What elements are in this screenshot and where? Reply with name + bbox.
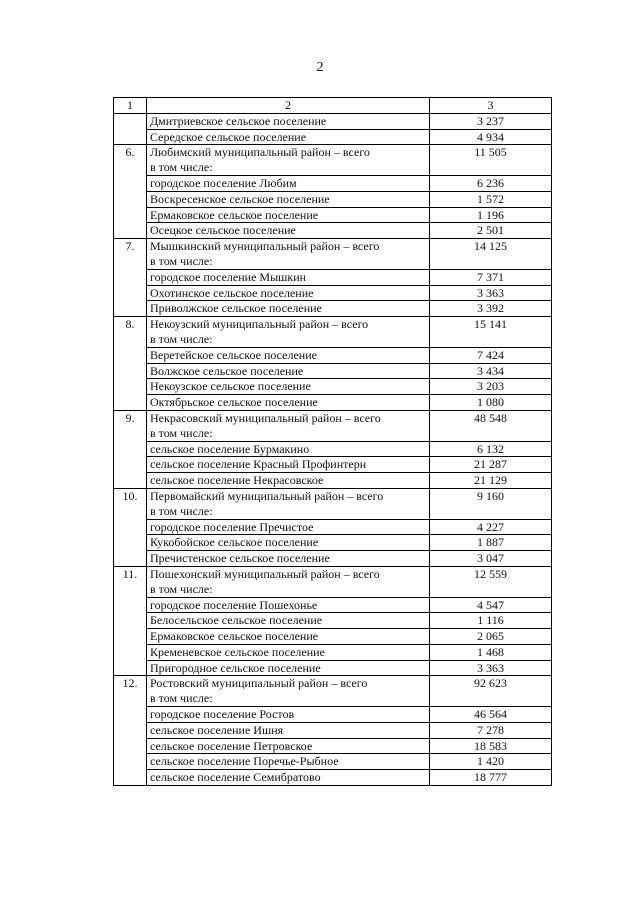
table-row bbox=[114, 597, 552, 613]
settlement-name: сельское поселение Семибратово bbox=[147, 770, 430, 786]
population-value: 3 434 bbox=[430, 363, 552, 379]
population-value: 3 363 bbox=[430, 285, 552, 301]
settlement-name: Середское сельское поселение bbox=[147, 129, 430, 145]
district-name-cell bbox=[147, 410, 430, 441]
population-value: 6 132 bbox=[430, 441, 552, 457]
district-name-cell bbox=[147, 566, 430, 597]
row-number: 6. bbox=[114, 145, 147, 239]
settlement-name: Приволжское сельское поселение bbox=[147, 301, 430, 317]
district-total: 48 548 bbox=[430, 410, 552, 441]
district-total: 11 505 bbox=[430, 145, 552, 176]
table-body bbox=[114, 98, 552, 786]
population-value: 7 278 bbox=[430, 722, 552, 738]
settlement-name: Веретейское сельское поселение bbox=[147, 347, 430, 363]
table-row bbox=[114, 379, 552, 395]
row-number: 8. bbox=[114, 317, 147, 411]
settlement-name: Кукобойское сельское поселение bbox=[147, 535, 430, 551]
population-value: 3 237 bbox=[430, 113, 552, 129]
settlement-name: Дмитриевское сельское поселение bbox=[147, 113, 430, 129]
settlement-name: городское поселение Пошехонье bbox=[147, 597, 430, 613]
settlement-name: Воскресенское сельское поселение bbox=[147, 191, 430, 207]
table-row bbox=[114, 629, 552, 645]
table-row bbox=[114, 129, 552, 145]
table-row bbox=[114, 223, 552, 239]
population-value: 3 392 bbox=[430, 301, 552, 317]
district-subtitle: в том числе: bbox=[150, 425, 213, 440]
settlement-name: Ермаковское сельское поселение bbox=[147, 207, 430, 223]
settlement-name: городское поселение Ростов bbox=[147, 707, 430, 723]
population-value: 4 547 bbox=[430, 597, 552, 613]
population-value: 18 583 bbox=[430, 738, 552, 754]
population-value: 2 501 bbox=[430, 223, 552, 239]
table-row bbox=[114, 457, 552, 473]
table-row bbox=[114, 722, 552, 738]
district-total: 12 559 bbox=[430, 566, 552, 597]
population-value: 1 572 bbox=[430, 191, 552, 207]
district-title: Мышкинский муниципальный район – всего bbox=[150, 239, 380, 254]
table-row bbox=[114, 207, 552, 223]
district-subtitle: в том числе: bbox=[150, 160, 213, 175]
population-value: 7 424 bbox=[430, 347, 552, 363]
district-subtitle: в том числе: bbox=[150, 581, 213, 596]
settlement-name: городское поселение Мышкин bbox=[147, 269, 430, 285]
settlement-name: сельское поселение Красный Профинтерн bbox=[147, 457, 430, 473]
settlement-name: Некоузское сельское поселение bbox=[147, 379, 430, 395]
table-row bbox=[114, 770, 552, 786]
district-title: Ростовский муниципальный район – всего bbox=[150, 676, 368, 691]
settlement-name: сельское поселение Бурмакино bbox=[147, 441, 430, 457]
district-title: Первомайский муниципальный район – всего bbox=[150, 488, 384, 503]
table-row bbox=[114, 754, 552, 770]
table-row bbox=[114, 660, 552, 676]
table-row bbox=[114, 441, 552, 457]
table-row bbox=[114, 301, 552, 317]
population-value: 6 236 bbox=[430, 175, 552, 191]
district-row bbox=[114, 239, 552, 270]
row-number: 9. bbox=[114, 410, 147, 488]
population-value: 4 934 bbox=[430, 129, 552, 145]
settlement-name: городское поселение Пречистое bbox=[147, 519, 430, 535]
row-number-cell bbox=[114, 113, 147, 145]
district-subtitle: в том числе: bbox=[150, 691, 213, 706]
settlement-name: Охотинское сельское поселение bbox=[147, 285, 430, 301]
district-total: 92 623 bbox=[430, 676, 552, 707]
population-value: 1 116 bbox=[430, 613, 552, 629]
table-row bbox=[114, 473, 552, 489]
district-total: 14 125 bbox=[430, 239, 552, 270]
population-value: 3 203 bbox=[430, 379, 552, 395]
table-row bbox=[114, 519, 552, 535]
table-row bbox=[114, 269, 552, 285]
table-row bbox=[114, 395, 552, 411]
header-col-2: 2 bbox=[147, 98, 430, 114]
settlement-name: сельское поселение Некрасовское bbox=[147, 473, 430, 489]
district-subtitle: в том числе: bbox=[150, 503, 213, 518]
district-row bbox=[114, 676, 552, 707]
settlement-name: Пречистенское сельское поселение bbox=[147, 551, 430, 567]
table-row bbox=[114, 738, 552, 754]
population-value: 1 468 bbox=[430, 644, 552, 660]
row-number: 11. bbox=[114, 566, 147, 676]
district-name-cell bbox=[147, 145, 430, 176]
settlement-name: Белосельское сельское поселение bbox=[147, 613, 430, 629]
district-name-cell bbox=[147, 488, 430, 519]
row-number: 10. bbox=[114, 488, 147, 566]
table-row bbox=[114, 347, 552, 363]
district-row bbox=[114, 410, 552, 441]
population-value: 2 065 bbox=[430, 629, 552, 645]
settlement-name: сельское поселение Поречье-Рыбное bbox=[147, 754, 430, 770]
header-col-1: 1 bbox=[114, 98, 147, 114]
district-title: Любимский муниципальный район – всего bbox=[150, 145, 370, 160]
district-title: Пошехонский муниципальный район – всего bbox=[150, 566, 380, 581]
district-title: Некоузский муниципальный район – всего bbox=[150, 317, 369, 332]
district-total: 9 160 bbox=[430, 488, 552, 519]
settlement-name: Кременевское сельское поселение bbox=[147, 644, 430, 660]
table-row bbox=[114, 644, 552, 660]
district-row bbox=[114, 317, 552, 348]
population-value: 1 196 bbox=[430, 207, 552, 223]
table-row bbox=[114, 551, 552, 567]
table-row bbox=[114, 175, 552, 191]
population-value: 3 363 bbox=[430, 660, 552, 676]
population-value: 18 777 bbox=[430, 770, 552, 786]
header-col-3: 3 bbox=[430, 98, 552, 114]
population-value: 1 080 bbox=[430, 395, 552, 411]
district-row bbox=[114, 488, 552, 519]
table-row bbox=[114, 285, 552, 301]
page-number: 2 bbox=[316, 60, 324, 75]
district-name-cell bbox=[147, 676, 430, 707]
table-row bbox=[114, 191, 552, 207]
table-row bbox=[114, 363, 552, 379]
district-name-cell bbox=[147, 239, 430, 270]
district-row bbox=[114, 145, 552, 176]
row-number: 7. bbox=[114, 239, 147, 317]
table-row bbox=[114, 113, 552, 129]
district-subtitle: в том числе: bbox=[150, 331, 213, 346]
settlement-name: Осецкое сельское поселение bbox=[147, 223, 430, 239]
settlement-name: Пригородное сельское поселение bbox=[147, 660, 430, 676]
district-total: 15 141 bbox=[430, 317, 552, 348]
population-value: 7 371 bbox=[430, 269, 552, 285]
district-subtitle: в том числе: bbox=[150, 253, 213, 268]
settlement-name: Ермаковское сельское поселение bbox=[147, 629, 430, 645]
settlement-name: Волжское сельское поселение bbox=[147, 363, 430, 379]
population-value: 3 047 bbox=[430, 551, 552, 567]
district-name-cell bbox=[147, 317, 430, 348]
population-value: 21 287 bbox=[430, 457, 552, 473]
district-row bbox=[114, 566, 552, 597]
population-value: 1 887 bbox=[430, 535, 552, 551]
settlement-name: сельское поселение Петровское bbox=[147, 738, 430, 754]
population-value: 1 420 bbox=[430, 754, 552, 770]
settlement-name: сельское поселение Ишня bbox=[147, 722, 430, 738]
population-value: 4 227 bbox=[430, 519, 552, 535]
settlement-name: городское поселение Любим bbox=[147, 175, 430, 191]
table-row bbox=[114, 613, 552, 629]
population-table bbox=[113, 97, 552, 786]
table-row bbox=[114, 535, 552, 551]
population-value: 21 129 bbox=[430, 473, 552, 489]
row-number: 12. bbox=[114, 676, 147, 786]
district-title: Некрасовский муниципальный район – всего bbox=[150, 410, 381, 425]
table-row bbox=[114, 707, 552, 723]
header-row bbox=[114, 98, 552, 114]
population-value: 46 564 bbox=[430, 707, 552, 723]
settlement-name: Октябрьское сельское поселение bbox=[147, 395, 430, 411]
